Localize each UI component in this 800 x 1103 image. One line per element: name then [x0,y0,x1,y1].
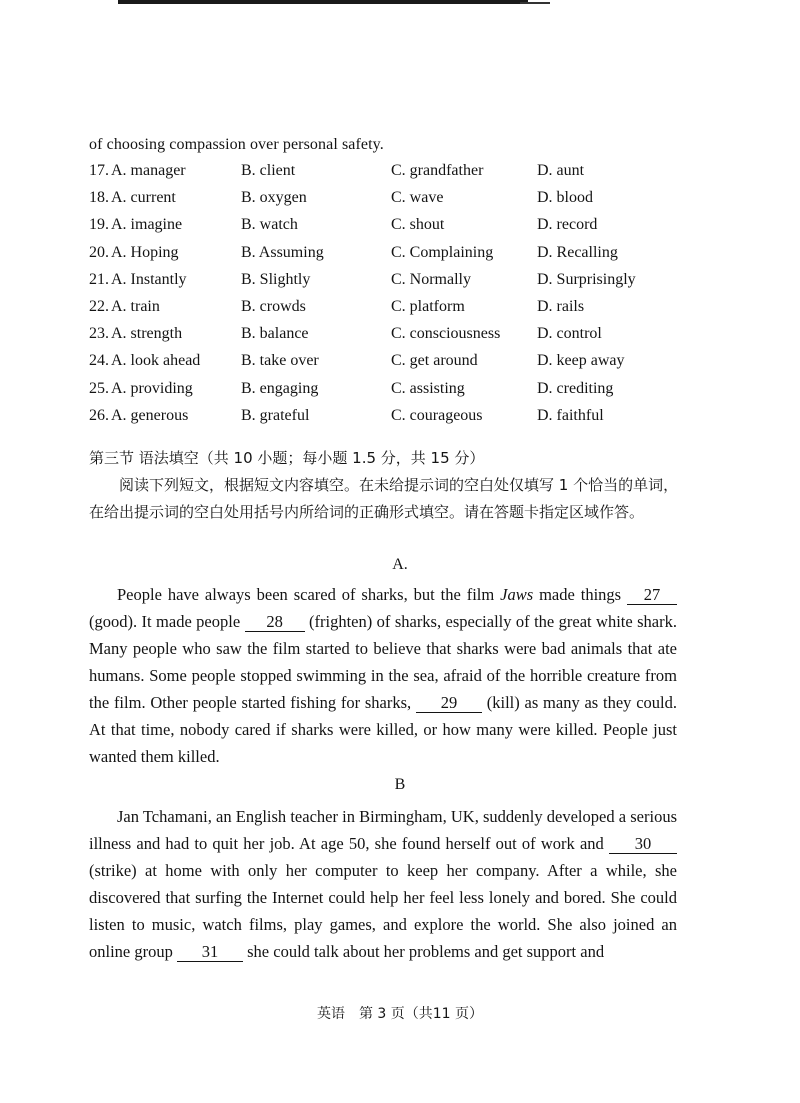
top-scan-edge [118,0,528,4]
option-d: D. Surprisingly [537,270,636,288]
passage-text: made things [533,585,627,604]
passage-text: (good). It made people [89,612,245,631]
section-heading: 第三节 语法填空（共 10 小题；每小题 1.5 分，共 15 分） [89,449,485,467]
passage-b-text [89,803,677,965]
option-b: B. engaging [241,379,319,397]
passage-text: (frighten) of sharks, especially of the great white shark. Many people who saw the film started to believe that sharks were bad animals that ate humans. Some people stopped swimming in the sea, afraid of the horrible creature from the film. Other people started fishing for sharks, [89,612,677,712]
option-a: A. current [111,189,176,207]
option-c: C. get around [391,352,478,370]
question-number: 22. [89,297,109,315]
passage-a-label: A. [392,556,408,573]
passage-a-text [89,581,677,770]
option-c: C. wave [391,189,444,207]
blank-28: 28 [245,613,305,632]
option-c: C. assisting [391,379,465,397]
option-d: D. Recalling [537,243,618,261]
option-a: A. Hoping [111,243,179,261]
intro-line: of choosing compassion over personal safety. [89,136,384,153]
option-b: B. watch [241,216,298,234]
option-b: B. Assuming [241,243,324,261]
option-a: A. providing [111,379,193,397]
option-d: D. faithful [537,406,604,424]
option-d: D. record [537,216,598,234]
question-number: 21. [89,270,109,288]
option-c: C. shout [391,216,445,234]
section-instructions: 阅读下列短文，根据短文内容填空。在未给提示词的空白处仅填写 1 个恰当的单词，在给出提示词的空白处用括号内所给词的正确形式填空。请在答题卡指定区域作答。 [89,476,679,521]
option-d: D. crediting [537,379,614,397]
option-c: C. grandfather [391,162,484,179]
blank-29: 29 [416,694,482,713]
option-a: A. strength [111,325,183,343]
question-number: 26. [89,406,109,424]
top-scan-mark [520,2,550,4]
question-number: 24. [89,352,109,370]
option-b: B. take over [241,352,319,370]
option-a: A. imagine [111,216,183,234]
option-a: A. Instantly [111,270,187,288]
option-a: A. train [111,297,160,315]
question-number: 20. [89,243,109,261]
question-number: 25. [89,379,109,397]
passage-text: (kill) as many as they could. At that time, nobody cared if sharks were killed, or how many were killed. People just wanted them killed. [89,693,677,766]
passage-text: Jan Tchamani, an English teacher in Birmingham, UK, suddenly developed a serious illness and had to quit her job. At age 50, she found herself out of work and [89,807,677,853]
question-number: 17. [89,162,109,179]
option-b: B. Slightly [241,270,311,288]
option-c: C. platform [391,297,465,315]
option-c: C. consciousness [391,325,501,343]
option-a: A. look ahead [111,352,201,370]
blank-27: 27 [627,586,677,605]
option-b: B. grateful [241,406,310,424]
blank-31: 31 [177,943,243,962]
option-b: B. balance [241,325,309,343]
question-number: 19. [89,216,109,234]
page-footer: 英语 第 3 页（共11 页） [316,1006,484,1022]
passage-text: People have always been scared of sharks, but the film [117,585,501,604]
blank-30: 30 [609,835,677,854]
option-b: B. oxygen [241,189,307,207]
question-number: 18. [89,189,109,207]
option-d: D. rails [537,297,585,315]
option-d: D. aunt [537,162,585,179]
option-d: D. blood [537,189,593,207]
option-b: B. client [241,162,296,179]
option-b: B. crowds [241,297,306,315]
passage-text: she could talk about her problems and get support and [243,942,605,961]
film-title: Jaws [500,585,534,604]
option-c: C. Normally [391,270,471,288]
option-a: A. manager [111,162,186,179]
option-a: A. generous [111,406,189,424]
option-c: C. courageous [391,406,483,424]
passage-b-label: B [394,776,406,793]
question-number: 23. [89,325,109,343]
option-d: D. keep away [537,352,625,370]
option-d: D. control [537,325,602,343]
option-c: C. Complaining [391,243,494,261]
passage-text: (strike) at home with only her computer to keep her company. After a while, she discovered that surfing the Internet could help her feel less lonely and bored. She could listen to music, watch films, play games, and explore the world. She also joined an online group [89,861,677,961]
